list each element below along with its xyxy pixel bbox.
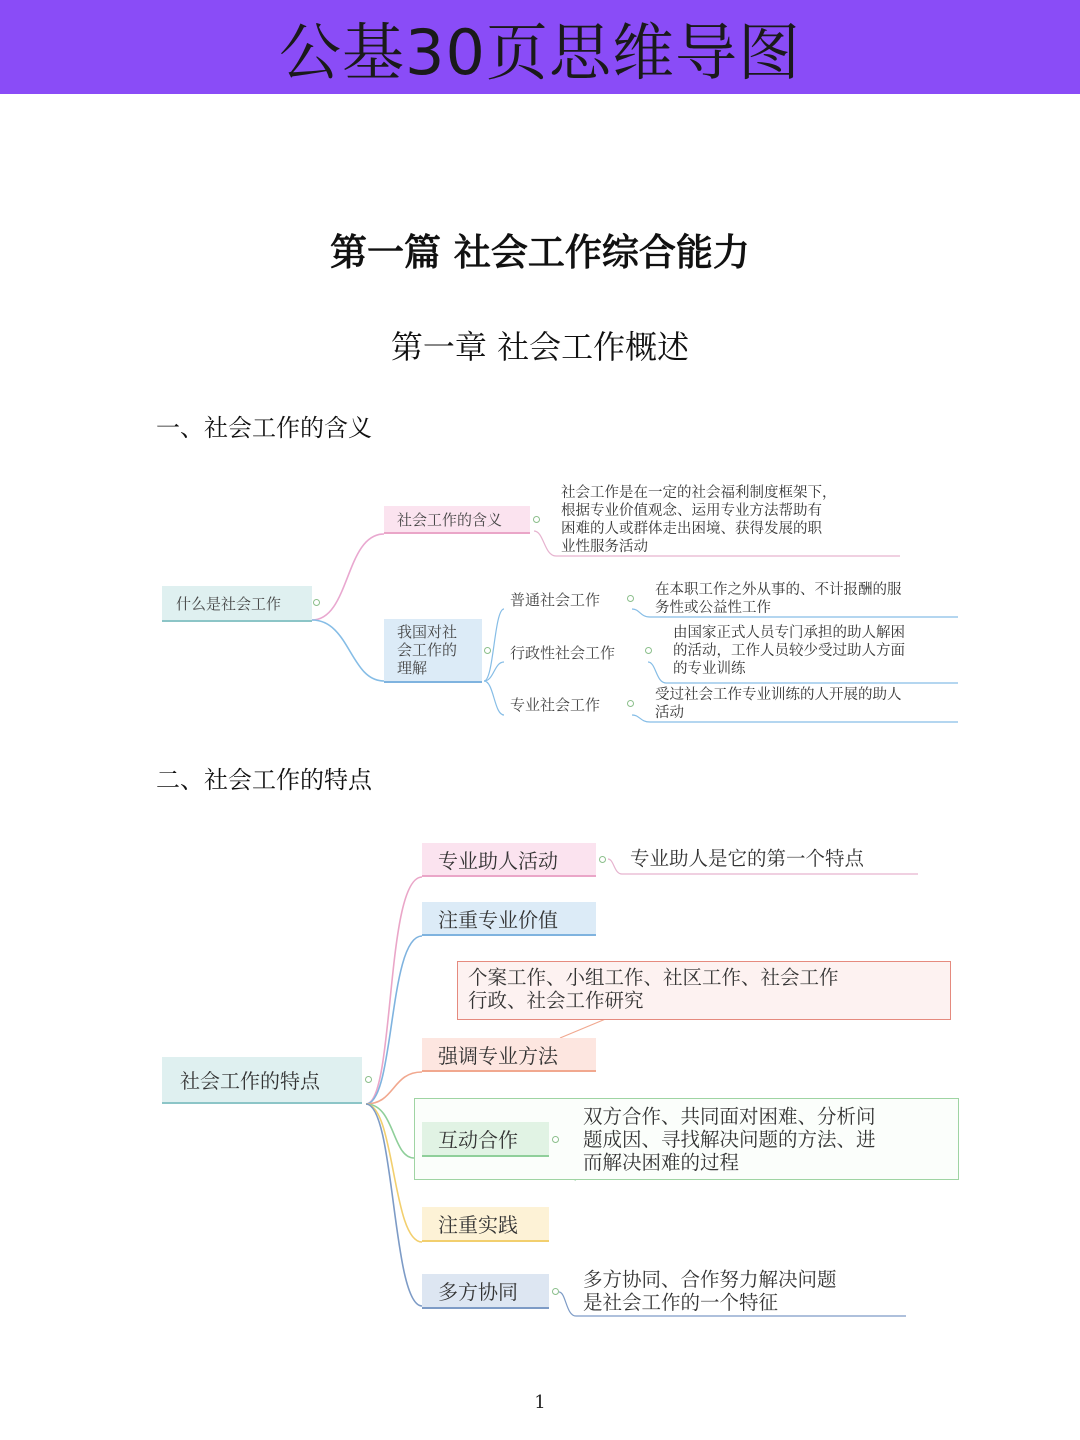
section-heading-features: 二、社会工作的特点 [156, 766, 372, 794]
collapse-toggle-icon[interactable] [627, 595, 634, 602]
child-administrative-social-work: 行政性社会工作 [510, 643, 616, 662]
collapse-toggle-icon[interactable] [645, 647, 652, 654]
root-label: 社会工作的特点 [180, 1069, 320, 1093]
desc-collaboration: 多方协同、合作努力解决问题 是社会工作的一个特征 [583, 1268, 837, 1314]
desc-professional-help: 专业助人是它的第一个特点 [630, 847, 865, 870]
mindmap-root-what-is-social-work [162, 586, 312, 622]
child-general-social-work: 普通社会工作 [510, 590, 601, 609]
part-title: 第一篇 社会工作综合能力 [330, 231, 750, 274]
desc-professional-methods: 个案工作、小组工作、社区工作、社会工作 行政、社会工作研究 [457, 961, 951, 1020]
desc-meaning: 社会工作是在一定的社会福利制度框架下， 根据专业价值观念、运用专业方法帮助有 困难的人或群体走出困境、获得发展的职 业性服务活动 [561, 485, 837, 555]
collapse-toggle-icon[interactable] [365, 1076, 372, 1083]
feature-professional-methods: 强调专业方法 [422, 1038, 596, 1072]
page-number: 1 [534, 1392, 546, 1413]
root-label: 什么是社会工作 [176, 594, 282, 613]
collapse-toggle-icon[interactable] [313, 599, 320, 606]
mindmap-root-features [162, 1057, 362, 1104]
collapse-toggle-icon[interactable] [552, 1288, 559, 1295]
collapse-toggle-icon[interactable] [484, 647, 491, 654]
desc-general-social-work: 在本职工作之外从事的、不计报酬的服 务性或公益性工作 [655, 582, 902, 616]
branch-china-understanding [384, 619, 482, 683]
branch-meaning [384, 506, 530, 534]
desc-professional-social-work: 受过社会工作专业训练的人开展的助人 活动 [655, 687, 902, 721]
collapse-toggle-icon[interactable] [599, 856, 606, 863]
feature-professional-help: 专业助人活动 [422, 843, 596, 877]
branch-label-line: 我国对社 [397, 623, 458, 641]
collapse-toggle-icon[interactable] [627, 700, 634, 707]
feature-professional-values: 注重专业价值 [422, 902, 596, 936]
branch-label: 社会工作的含义 [397, 510, 503, 529]
desc-administrative-social-work: 由国家正式人员专门承担的助人解困 的活动，工作人员较少受过助人方面 的专业训练 [673, 625, 905, 677]
feature-collaboration: 多方协同 [422, 1274, 549, 1309]
section-heading-meaning: 一、社会工作的含义 [156, 414, 372, 442]
banner-title: 公基30页思维导图 [279, 15, 801, 89]
child-professional-social-work: 专业社会工作 [510, 695, 601, 714]
chapter-title: 第一章 社会工作概述 [390, 328, 690, 366]
feature-interaction: 互动合作 [422, 1122, 549, 1157]
collapse-toggle-icon[interactable] [552, 1136, 559, 1143]
branch-label-line: 理解 [397, 659, 428, 677]
feature-practice: 注重实践 [422, 1207, 549, 1242]
collapse-toggle-icon[interactable] [533, 516, 540, 523]
desc-interaction: 双方合作、共同面对困难、分析问 题成因、寻找解决问题的方法、进 而解决困难的过程 [583, 1105, 876, 1174]
branch-label-line: 会工作的 [397, 641, 458, 659]
